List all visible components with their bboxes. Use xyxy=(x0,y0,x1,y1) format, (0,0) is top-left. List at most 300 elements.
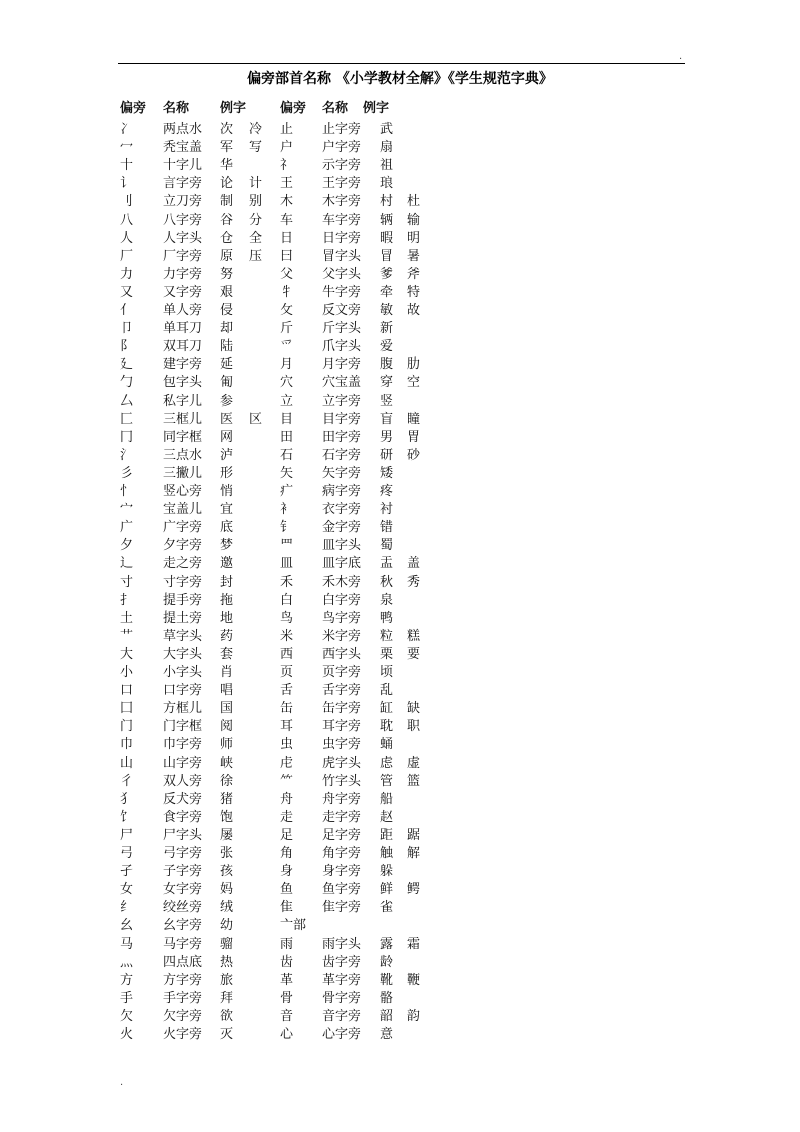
example-right-1-cell: 粒 xyxy=(380,628,394,644)
name-cell: 女字旁 xyxy=(163,882,203,898)
radical-cell: 忄 xyxy=(120,484,134,499)
example-1-cell: 绒 xyxy=(220,900,234,916)
example-right-1-cell: 顷 xyxy=(380,665,394,680)
example-right-1-cell: 牵 xyxy=(380,284,394,300)
name-right-cell: 心字旁 xyxy=(322,1027,362,1042)
example-right-1-cell: 武 xyxy=(380,122,394,137)
radical-cell: 阝 xyxy=(120,339,134,355)
example-right-2-cell: 肋 xyxy=(407,357,421,373)
name-right-cell: 牛字旁 xyxy=(322,284,362,300)
example-1-cell: 原 xyxy=(220,248,234,264)
radical-right-cell: 王 xyxy=(280,176,294,192)
radical-cell: 巾 xyxy=(120,737,134,753)
example-right-1-cell: 盲 xyxy=(380,411,394,427)
example-1-cell: 屡 xyxy=(220,827,234,843)
name-cell: 马字旁 xyxy=(163,936,203,952)
name-cell: 立刀旁 xyxy=(163,194,203,210)
name-right-cell: 石字旁 xyxy=(322,447,362,463)
radical-right-cell: 皿 xyxy=(280,556,294,572)
example-right-2-cell: 韵 xyxy=(407,1008,421,1024)
radical-right-cell: 疒 xyxy=(280,484,294,499)
name-cell: 三点水 xyxy=(163,447,203,463)
example-right-1-cell: 冒 xyxy=(380,248,394,264)
example-right-1-cell: 新 xyxy=(380,321,394,337)
name-right-cell: 皿字头 xyxy=(322,538,362,554)
example-right-2-cell: 暑 xyxy=(407,248,421,264)
top-corner-dot: . xyxy=(679,51,683,62)
example-1-cell: 仓 xyxy=(220,230,234,246)
example-1-cell: 孩 xyxy=(220,864,234,880)
name-cell: 秃宝盖 xyxy=(163,140,203,156)
example-right-2-cell: 空 xyxy=(407,375,421,391)
radical-cell: 匚 xyxy=(120,411,134,427)
radical-cell: 夕 xyxy=(120,538,134,554)
example-1-cell: 骝 xyxy=(220,936,234,952)
radical-right-cell: 骨 xyxy=(280,990,294,1006)
example-1-cell: 悄 xyxy=(220,484,234,499)
radical-right-cell: 角 xyxy=(280,846,294,861)
example-right-2-cell: 职 xyxy=(407,719,421,735)
example-right-1-cell: 耽 xyxy=(380,719,394,735)
name-right-cell: 立字旁 xyxy=(322,393,362,409)
radical-right-cell: 田 xyxy=(280,429,294,445)
name-right-cell: 禾木旁 xyxy=(322,574,362,590)
name-cell: 尸字头 xyxy=(163,827,203,843)
example-1-cell: 延 xyxy=(220,357,234,373)
name-right-cell: 示字旁 xyxy=(322,158,362,174)
example-1-cell: 陆 xyxy=(220,339,234,355)
example-right-1-cell: 鸭 xyxy=(380,610,394,626)
example-1-cell: 幼 xyxy=(220,918,234,934)
radical-cell: 寸 xyxy=(120,574,134,590)
example-right-2-cell: 杜 xyxy=(407,194,421,210)
name-right-cell: 音字旁 xyxy=(322,1008,362,1024)
example-1-cell: 底 xyxy=(220,520,234,536)
example-right-1-cell: 暇 xyxy=(380,230,394,246)
example-1-cell: 灭 xyxy=(220,1027,234,1042)
name-cell: 竖心旁 xyxy=(163,484,203,499)
name-cell: 建字旁 xyxy=(163,357,203,373)
radical-right-cell: 身 xyxy=(280,864,294,880)
radical-cell: 门 xyxy=(120,719,134,735)
column-header: 例字 xyxy=(363,101,390,116)
radical-cell: 氵 xyxy=(120,447,134,463)
name-cell: 双耳刀 xyxy=(163,339,203,355)
radical-right-cell: 革 xyxy=(280,972,294,988)
radical-right-cell: 耳 xyxy=(280,719,294,735)
example-right-2-cell: 鳄 xyxy=(407,882,421,898)
name-cell: 宝盖儿 xyxy=(163,502,203,518)
name-right-cell: 白字旁 xyxy=(322,592,362,608)
example-right-1-cell: 秋 xyxy=(380,574,394,590)
name-right-cell: 舟字旁 xyxy=(322,791,362,807)
radical-right-cell: 虫 xyxy=(280,737,294,753)
name-right-cell: 田字旁 xyxy=(322,429,362,445)
name-right-cell: 西字头 xyxy=(322,646,362,662)
example-right-1-cell: 竖 xyxy=(380,393,394,409)
radical-right-cell: 目 xyxy=(280,411,294,427)
name-right-cell: 反文旁 xyxy=(322,303,362,318)
radical-right-cell: 立 xyxy=(280,393,294,409)
radical-right-cell: 爫 xyxy=(280,339,294,355)
radical-right-cell: 舟 xyxy=(280,791,294,807)
radical-cell: 亻 xyxy=(120,303,134,318)
example-right-1-cell: 雀 xyxy=(380,900,394,916)
example-1-cell: 拜 xyxy=(220,990,234,1006)
radical-cell: 艹 xyxy=(120,628,134,644)
example-right-1-cell: 祖 xyxy=(380,158,394,174)
radical-cell: 刂 xyxy=(120,194,134,210)
example-right-2-cell: 砂 xyxy=(407,447,421,463)
name-cell: 厂字旁 xyxy=(163,248,203,264)
name-right-cell: 金字旁 xyxy=(322,520,362,536)
radical-right-cell: 斤 xyxy=(280,321,294,337)
example-right-1-cell: 距 xyxy=(380,827,394,843)
radical-right-cell: 车 xyxy=(280,212,294,228)
name-cell: 口字旁 xyxy=(163,683,203,699)
name-right-cell: 骨字旁 xyxy=(322,990,362,1006)
example-right-2-cell: 篮 xyxy=(407,773,421,789)
example-right-1-cell: 乱 xyxy=(380,683,394,699)
example-1-cell: 侵 xyxy=(220,303,234,318)
radical-right-cell: 礻 xyxy=(280,158,294,174)
radical-cell: 方 xyxy=(120,972,134,988)
example-1-cell: 旅 xyxy=(220,972,234,988)
radical-right-cell: 西 xyxy=(280,646,294,662)
radical-right-cell: 牜 xyxy=(280,284,294,300)
name-cell: 四点底 xyxy=(163,954,203,970)
radical-cell: 八 xyxy=(120,212,134,228)
name-cell: 小字头 xyxy=(163,665,203,680)
name-cell: 提土旁 xyxy=(163,610,203,626)
radical-cell: 欠 xyxy=(120,1008,134,1024)
example-2-cell: 计 xyxy=(249,176,263,192)
radical-cell: 宀 xyxy=(120,502,134,518)
name-cell: 山字旁 xyxy=(163,755,203,771)
example-1-cell: 梦 xyxy=(220,538,234,554)
radical-right-cell: 页 xyxy=(280,665,294,680)
example-right-1-cell: 研 xyxy=(380,447,394,463)
radical-cell: 山 xyxy=(120,755,134,771)
radical-cell: 勹 xyxy=(120,375,134,391)
column-header: 偏旁 xyxy=(280,101,307,116)
radical-cell: 灬 xyxy=(120,954,134,970)
name-cell: 大字头 xyxy=(163,646,203,662)
radical-cell: 冂 xyxy=(120,429,134,445)
example-right-2-cell: 故 xyxy=(407,303,421,318)
name-cell: 同字框 xyxy=(163,429,203,445)
name-right-cell: 足字旁 xyxy=(322,827,362,843)
example-1-cell: 却 xyxy=(220,321,234,337)
radical-right-cell: 隹 xyxy=(280,900,294,916)
example-1-cell: 张 xyxy=(220,846,234,861)
example-right-1-cell: 躲 xyxy=(380,864,394,880)
example-right-1-cell: 错 xyxy=(380,520,394,536)
example-1-cell: 阅 xyxy=(220,719,234,735)
example-right-2-cell: 斧 xyxy=(407,266,421,282)
name-right-cell: 竹字头 xyxy=(322,773,362,789)
radical-right-cell: 足 xyxy=(280,827,294,843)
radical-right-cell: 曰 xyxy=(280,248,294,264)
name-right-cell: 止字旁 xyxy=(322,122,362,137)
name-right-cell: 穴宝盖 xyxy=(322,375,362,391)
radical-right-cell: 米 xyxy=(280,628,294,644)
example-right-2-cell: 盖 xyxy=(407,556,421,572)
example-right-2-cell: 鞭 xyxy=(407,972,421,988)
example-1-cell: 唱 xyxy=(220,683,234,699)
radical-cell: 卩 xyxy=(120,321,134,337)
name-cell: 三框儿 xyxy=(163,411,203,427)
example-1-cell: 军 xyxy=(220,140,234,156)
radical-cell: 囗 xyxy=(120,701,134,717)
name-cell: 单人旁 xyxy=(163,303,203,318)
radical-cell: 辶 xyxy=(120,556,134,572)
radical-right-cell: 鸟 xyxy=(280,610,294,626)
name-right-cell: 日字旁 xyxy=(322,230,362,246)
example-right-1-cell: 腹 xyxy=(380,357,394,373)
example-right-2-cell: 输 xyxy=(407,212,421,228)
example-1-cell: 欲 xyxy=(220,1008,234,1024)
example-right-1-cell: 辆 xyxy=(380,212,394,228)
example-right-2-cell: 特 xyxy=(407,284,421,300)
radical-right-cell: 鱼 xyxy=(280,882,294,898)
radical-cell: 尸 xyxy=(120,827,134,843)
column-header: 例字 xyxy=(220,101,247,116)
example-right-1-cell: 虑 xyxy=(380,755,394,771)
example-1-cell: 峡 xyxy=(220,755,234,771)
radical-cell: 讠 xyxy=(120,176,134,192)
header-rule xyxy=(118,63,685,64)
name-right-cell: 矢字旁 xyxy=(322,465,362,481)
example-1-cell: 网 xyxy=(220,429,234,445)
name-right-cell: 父字头 xyxy=(322,266,362,282)
example-1-cell: 热 xyxy=(220,954,234,970)
example-1-cell: 拖 xyxy=(220,592,234,608)
example-right-1-cell: 蛹 xyxy=(380,737,394,753)
name-cell: 欠字旁 xyxy=(163,1008,203,1024)
name-right-cell: 衣字旁 xyxy=(322,502,362,518)
example-right-1-cell: 男 xyxy=(380,429,394,445)
radical-cell: 又 xyxy=(120,284,134,300)
radical-cell: 廴 xyxy=(120,357,134,373)
radical-right-cell: 罒 xyxy=(280,538,294,554)
example-1-cell: 泸 xyxy=(220,447,234,463)
example-right-2-cell: 明 xyxy=(407,230,421,246)
example-right-2-cell: 霜 xyxy=(407,936,421,952)
radical-cell: 土 xyxy=(120,610,134,626)
radical-cell: 幺 xyxy=(120,918,134,934)
name-right-cell: 木字旁 xyxy=(322,194,362,210)
example-1-cell: 艰 xyxy=(220,284,234,300)
example-2-cell: 区 xyxy=(249,411,263,427)
name-cell: 手字旁 xyxy=(163,990,203,1006)
radical-cell: 火 xyxy=(120,1027,134,1042)
radical-cell: 口 xyxy=(120,683,134,699)
name-right-cell: 虎字头 xyxy=(322,755,362,771)
radical-right-cell: 白 xyxy=(280,592,294,608)
example-right-1-cell: 栗 xyxy=(380,646,394,662)
name-right-cell: 齿字旁 xyxy=(322,954,362,970)
example-right-1-cell: 敏 xyxy=(380,303,394,318)
name-cell: 门字框 xyxy=(163,719,203,735)
radical-right-cell: 攵 xyxy=(280,303,294,318)
example-right-2-cell: 解 xyxy=(407,846,421,861)
name-right-cell: 车字旁 xyxy=(322,212,362,228)
radical-cell: 冖 xyxy=(120,140,134,156)
example-1-cell: 药 xyxy=(220,628,234,644)
example-1-cell: 猪 xyxy=(220,791,234,807)
radical-right-cell: 父 xyxy=(280,266,294,282)
name-cell: 十字儿 xyxy=(163,158,203,174)
name-cell: 提手旁 xyxy=(163,592,203,608)
name-cell: 力字旁 xyxy=(163,266,203,282)
example-right-1-cell: 龄 xyxy=(380,954,394,970)
example-1-cell: 饱 xyxy=(220,809,234,825)
radical-right-cell: 缶 xyxy=(280,701,294,717)
name-right-cell: 月字旁 xyxy=(322,357,362,373)
radical-right-cell: 石 xyxy=(280,447,294,463)
radical-cell: 孑 xyxy=(120,864,134,880)
radical-cell: 手 xyxy=(120,990,134,1006)
radical-right-cell: ⺮ xyxy=(280,773,294,789)
name-cell: 巾字旁 xyxy=(163,737,203,753)
name-right-cell: 冒字头 xyxy=(322,248,362,264)
example-right-1-cell: 蜀 xyxy=(380,538,394,554)
name-right-cell: 页字旁 xyxy=(322,665,362,680)
radical-right-cell: 穴 xyxy=(280,375,294,391)
name-cell: 食字旁 xyxy=(163,809,203,825)
example-1-cell: 参 xyxy=(220,393,234,409)
example-right-1-cell: 疼 xyxy=(380,484,394,499)
example-1-cell: 次 xyxy=(220,122,234,137)
radical-right-cell: 木 xyxy=(280,194,294,210)
name-right-cell: 王字旁 xyxy=(322,176,362,192)
radical-cell: 马 xyxy=(120,936,134,952)
example-1-cell: 宜 xyxy=(220,502,234,518)
example-1-cell: 谷 xyxy=(220,212,234,228)
name-cell: 夕字旁 xyxy=(163,538,203,554)
name-right-cell: 爪字头 xyxy=(322,339,362,355)
example-right-1-cell: 意 xyxy=(380,1027,394,1042)
column-header: 偏旁 xyxy=(120,101,147,116)
name-right-cell: 户字旁 xyxy=(322,140,362,156)
example-right-1-cell: 扇 xyxy=(380,140,394,156)
example-right-2-cell: 虚 xyxy=(407,755,421,771)
example-2-cell: 写 xyxy=(249,140,263,156)
example-1-cell: 形 xyxy=(220,465,234,481)
example-right-2-cell: 秀 xyxy=(407,574,421,590)
example-1-cell: 制 xyxy=(220,194,234,210)
example-right-2-cell: 踞 xyxy=(407,827,421,843)
example-1-cell: 肖 xyxy=(220,665,234,680)
radical-right-cell: 亠部 xyxy=(280,918,307,934)
example-right-1-cell: 衬 xyxy=(380,502,394,518)
radical-cell: 小 xyxy=(120,665,134,680)
example-1-cell: 地 xyxy=(220,610,234,626)
name-cell: 单耳刀 xyxy=(163,321,203,337)
name-right-cell: 米字旁 xyxy=(322,628,362,644)
radical-cell: 广 xyxy=(120,520,134,536)
radical-right-cell: 走 xyxy=(280,809,294,825)
radical-cell: 女 xyxy=(120,882,134,898)
name-cell: 反犬旁 xyxy=(163,791,203,807)
name-right-cell: 虫字旁 xyxy=(322,737,362,753)
name-cell: 方字旁 xyxy=(163,972,203,988)
name-cell: 幺字旁 xyxy=(163,918,203,934)
example-1-cell: 妈 xyxy=(220,882,234,898)
name-cell: 弓字旁 xyxy=(163,846,203,861)
name-cell: 又字旁 xyxy=(163,284,203,300)
example-right-1-cell: 盂 xyxy=(380,556,394,572)
name-right-cell: 角字旁 xyxy=(322,846,362,861)
example-right-1-cell: 韶 xyxy=(380,1008,394,1024)
example-1-cell: 医 xyxy=(220,411,234,427)
name-cell: 三撇儿 xyxy=(163,465,203,481)
name-cell: 私字儿 xyxy=(163,393,203,409)
example-right-1-cell: 管 xyxy=(380,773,394,789)
radical-cell: 大 xyxy=(120,646,134,662)
radical-cell: 纟 xyxy=(120,900,134,916)
name-right-cell: 目字旁 xyxy=(322,411,362,427)
example-2-cell: 压 xyxy=(249,248,263,264)
example-right-1-cell: 鲜 xyxy=(380,882,394,898)
example-right-1-cell: 靴 xyxy=(380,972,394,988)
example-right-1-cell: 爱 xyxy=(380,339,394,355)
radical-table xyxy=(0,101,800,1064)
column-header: 名称 xyxy=(322,101,349,116)
name-right-cell: 舌字旁 xyxy=(322,683,362,699)
radical-right-cell: 户 xyxy=(280,140,294,156)
radical-right-cell: 舌 xyxy=(280,683,294,699)
radical-cell: 人 xyxy=(120,230,134,246)
radical-cell: 冫 xyxy=(120,122,134,137)
radical-right-cell: 钅 xyxy=(280,520,294,536)
bottom-corner-dot: . xyxy=(120,1077,124,1088)
example-1-cell: 邀 xyxy=(220,556,234,572)
name-right-cell: 隹字旁 xyxy=(322,900,362,916)
example-right-1-cell: 骼 xyxy=(380,990,394,1006)
name-right-cell: 鸟字旁 xyxy=(322,610,362,626)
example-right-2-cell: 要 xyxy=(407,646,421,662)
name-cell: 子字旁 xyxy=(163,864,203,880)
radical-right-cell: 音 xyxy=(280,1008,294,1024)
name-right-cell: 缶字旁 xyxy=(322,701,362,717)
name-cell: 言字旁 xyxy=(163,176,203,192)
example-right-1-cell: 爹 xyxy=(380,266,394,282)
name-cell: 双人旁 xyxy=(163,773,203,789)
example-1-cell: 师 xyxy=(220,737,234,753)
example-right-1-cell: 琅 xyxy=(380,176,394,192)
radical-cell: 扌 xyxy=(120,592,134,608)
example-right-1-cell: 船 xyxy=(380,791,394,807)
name-cell: 绞丝旁 xyxy=(163,900,203,916)
name-right-cell: 鱼字旁 xyxy=(322,882,362,898)
radical-right-cell: 雨 xyxy=(280,936,294,952)
example-right-1-cell: 穿 xyxy=(380,375,394,391)
name-cell: 寸字旁 xyxy=(163,574,203,590)
name-cell: 广字旁 xyxy=(163,520,203,536)
radical-cell: 犭 xyxy=(120,791,134,807)
name-right-cell: 病字旁 xyxy=(322,484,362,499)
example-1-cell: 国 xyxy=(220,701,234,717)
example-right-1-cell: 泉 xyxy=(380,592,394,608)
name-right-cell: 革字旁 xyxy=(322,972,362,988)
radical-cell: 厶 xyxy=(120,393,134,409)
example-1-cell: 论 xyxy=(220,176,234,192)
name-right-cell: 雨字头 xyxy=(322,936,362,952)
example-2-cell: 全 xyxy=(249,230,263,246)
name-cell: 人字头 xyxy=(163,230,203,246)
